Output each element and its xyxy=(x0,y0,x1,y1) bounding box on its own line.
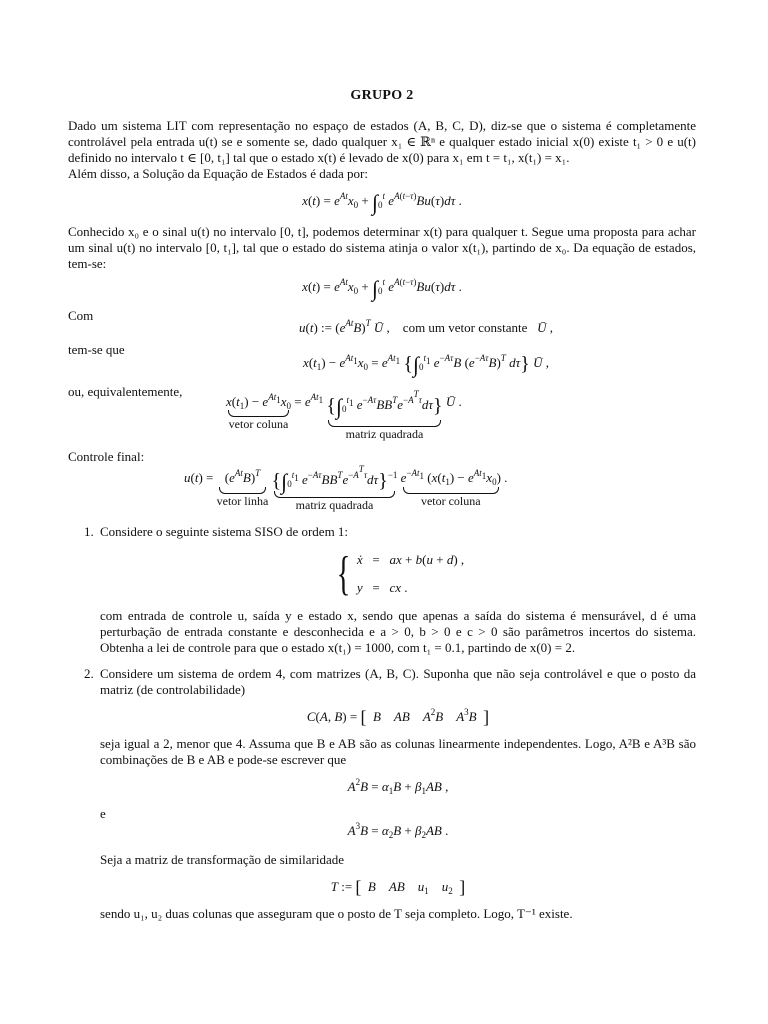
exercise-item-1 xyxy=(68,524,696,656)
exercise-number-2: 2. xyxy=(84,666,94,681)
controle-final-equation: u(t) = $(e^{At}B)^T$ vetor linha {$\int_0^{t_1}$ $e^{-A\tau}BB^Te^{-A^T\tau}d\tau\}^{-1}$ matriz quadrada $e^{-At_1}$ $(x(t_1) - e^{At_1}x_0)$ vetor coluna . xyxy=(184,464,508,512)
control-definition-equation: u(t) := $(e^{At}B)^T$ Ū , com um vetor constante Ū , xyxy=(298,318,553,335)
similarity-matrix: T := [ B AB $u_1$ $u_2$ ] xyxy=(330,877,466,897)
exercise-2-text-c: sendo u₁, u₂ duas colunas que asseguram que o posto de T seja completo. Logo, T⁻¹ existe. xyxy=(100,906,573,921)
control-definition-row xyxy=(68,308,696,336)
intro-paragraph-3: Conhecido x₀ e o sinal u(t) no intervalo [0, t], podemos determinar x(t) para qualquer t. Segue uma proposta para achar um sinal u(t) no intervalo [0, t₁], tal que o estado do sistema atinja o valor x(t₁), partindo de x₀. Da equação de estados, tem-se: xyxy=(68,224,696,271)
intro-paragraph-1: Dado um sistema LIT com representação no espaço de estados (A, B, C, D), diz-se que o sistema é completamente controlável pela entrada u(t) se e somente se, dado qualquer x₁ ∈ ℝⁿ e qualquer estado inicial x(0) existe t₁ > 0 e u(t) definido no intervalo t ∈ [0, t₁] tal que o estado x(t) é levado de x(0) para x₁ em t = t₁, x(t₁) = x₁. xyxy=(68,118,696,165)
exercise-2-intro: Considere um sistema de ordem 4, com matrizes (A, B, C). Suponha que não seja controlável e que o posto da matriz (de controlabilidade) xyxy=(100,666,696,697)
exercise-list xyxy=(68,524,696,922)
intro-paragraph-2: Além disso, a Solução da Equação de Estados é dada por: xyxy=(68,166,368,181)
a2b-equation: $A^2B = \alpha_1B + \beta_1AB$ , xyxy=(347,777,449,796)
tem-se-row xyxy=(68,342,696,378)
caption-vetor-linha: vetor linha xyxy=(216,494,269,508)
state-solution-equation: $x(t) = e^{At}x_0 + \int_0^t$ $e^{A(t-\tau)}Bu(\tau)d\tau$ . xyxy=(302,190,462,215)
exercise-number-1: 1. xyxy=(84,524,94,539)
label-com-vetor: com um vetor constante xyxy=(402,320,528,335)
exercise-1-text: com entrada de controle u, saída y e estado x, sendo que apenas a saída do sistema é mensurável, d é uma perturbação de entrada constante e desconhecida e a > 0, b > 0 e c > 0 são parâmetros incertos do sistema. Obtenha a lei de controle para que o estado x(t₁) = 1000, com t₁ = 0.1, partindo de x(0) = 2. xyxy=(100,608,696,655)
tem-se-equation: $x(t_1) - e^{At_1}x_0 = e^{At_1}$ {$\int_0^{t_1}$ $e^{-A\tau}B$ $(e^{-A\tau}B)^T$ dτ} Ū , xyxy=(303,352,549,377)
controllability-matrix: C(A, B) = [ B AB $A^2B$ $A^3B$ ] xyxy=(306,707,490,727)
exercise-1-intro: Considere o seguinte sistema SISO de ordem 1: xyxy=(100,524,349,539)
underbrace-vetor-coluna-2: $e^{-At_1}$ $(x(t_1) - e^{At_1}x_0)$ vetor coluna xyxy=(400,468,501,508)
state-equation-repeat: $x(t) = e^{At}x_0 + \int_0^t$ $e^{A(t-\tau)}Bu(\tau)d\tau$ . xyxy=(302,276,462,301)
equivalent-row xyxy=(68,384,696,441)
document-page xyxy=(68,88,696,922)
controle-final-row xyxy=(68,449,696,465)
caption-vetor-coluna: vetor coluna xyxy=(228,417,289,431)
exercise-2-text-a: seja igual a 2, menor que 4. Assuma que B e AB são as colunas linearmente independentes. Logo, A²B e A³B são combinações de B e AB e pode-se escrever que xyxy=(100,736,696,767)
exercise-2-e: e xyxy=(100,806,106,821)
a3b-equation: $A^3B = \alpha_2B + \beta_2AB$ . xyxy=(347,821,449,840)
label-com: Com xyxy=(68,308,94,323)
section-title: GRUPO 2 xyxy=(350,88,414,103)
underbrace-vetor-coluna: $x(t_1) - e^{At_1}x_0$ vetor coluna xyxy=(226,392,291,431)
underbrace-matriz-quadrada-2: {$\int_0^{t_1}$ $e^{-A\tau}BB^Te^{-A^T\tau}d\tau\}^{-1}$ matriz quadrada xyxy=(271,464,398,512)
label-tem-se-que: tem-se que xyxy=(68,342,125,357)
caption-matriz-quadrada-2: matriz quadrada xyxy=(295,498,374,512)
exercise-item-2 xyxy=(68,666,696,922)
exercise-2-text-b: Seja a matriz de transformação de similaridade xyxy=(100,852,345,867)
label-equivalentemente: ou, equivalentemente, xyxy=(68,384,183,399)
equivalent-equation: $x(t_1) - e^{At_1}x_0$ vetor coluna = $e^{At_1}$ {$\int_0^{t_1}$ $e^{-A\tau}BB^Te^{-A^T\tau}d\tau$} matriz quadrada Ū . xyxy=(226,389,462,441)
underbrace-matriz-quadrada: {$\int_0^{t_1}$ $e^{-A\tau}BB^Te^{-A^T\tau}d\tau$} matriz quadrada xyxy=(326,389,443,441)
label-controle-final: Controle final: xyxy=(68,449,145,464)
underbrace-vetor-linha: $(e^{At}B)^T$ vetor linha xyxy=(216,468,269,508)
caption-matriz-quadrada: matriz quadrada xyxy=(345,427,424,441)
siso-system: { ẋ = ax + b(u + d) , y = cx . xyxy=(336,547,465,600)
caption-vetor-coluna-2: vetor coluna xyxy=(420,494,481,508)
